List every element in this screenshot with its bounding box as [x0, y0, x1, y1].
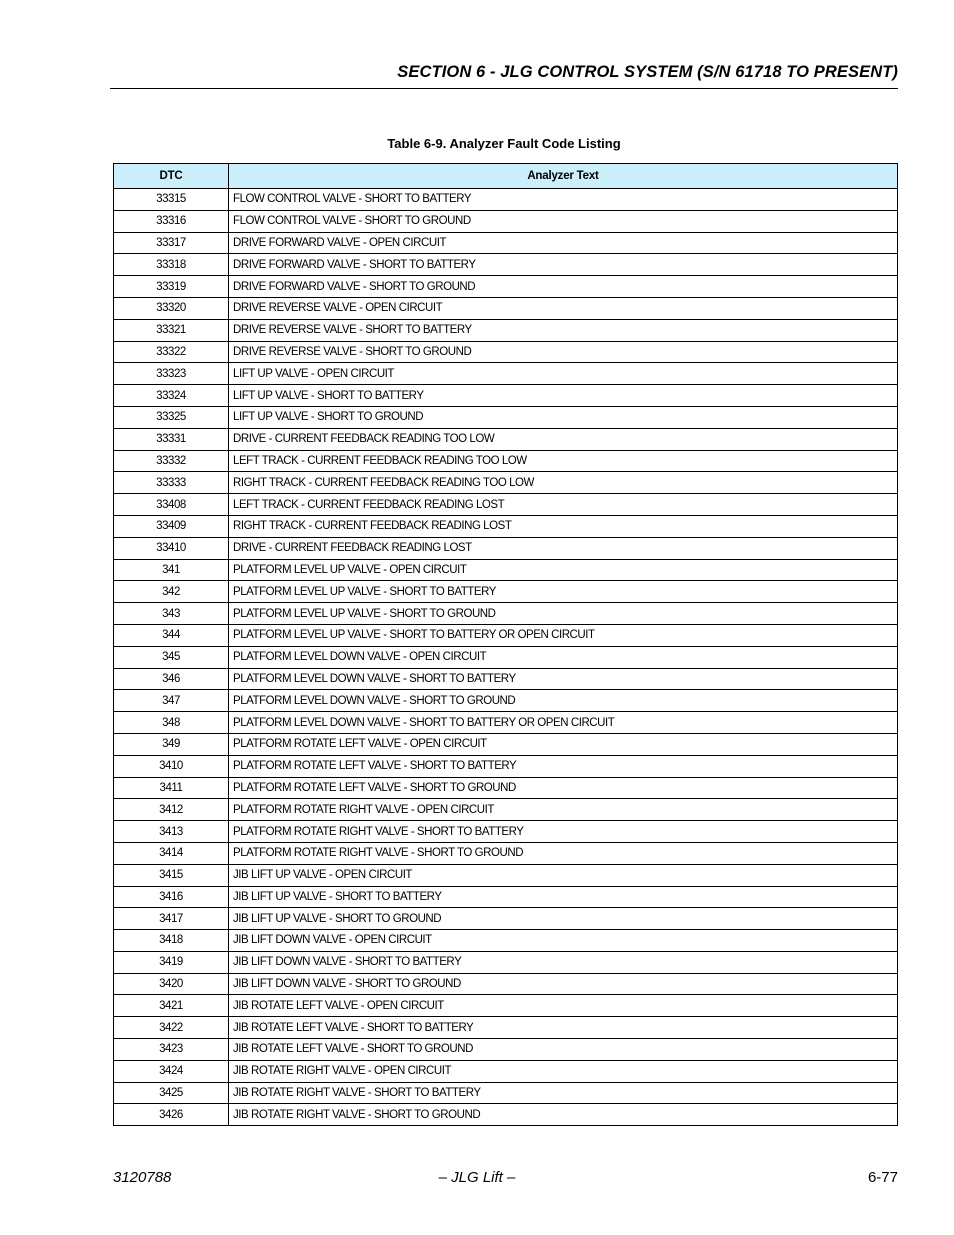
table-row: [114, 515, 898, 537]
analyzer-text-cell: JIB ROTATE RIGHT VALVE - OPEN CIRCUIT: [229, 1060, 898, 1082]
analyzer-text-cell: JIB ROTATE RIGHT VALVE - SHORT TO BATTERY: [229, 1082, 898, 1104]
table-row: [114, 472, 898, 494]
analyzer-text-cell: DRIVE REVERSE VALVE - OPEN CIRCUIT: [229, 297, 898, 319]
dtc-cell: 33409: [114, 515, 229, 537]
table-row: [114, 210, 898, 232]
dtc-cell: 33332: [114, 450, 229, 472]
table-row: [114, 341, 898, 363]
column-header-dtc: DTC: [114, 164, 229, 189]
analyzer-text-cell: PLATFORM LEVEL UP VALVE - SHORT TO BATTERY OR OPEN CIRCUIT: [229, 624, 898, 646]
dtc-cell: 3412: [114, 799, 229, 821]
analyzer-text-cell: PLATFORM LEVEL UP VALVE - SHORT TO GROUND: [229, 603, 898, 625]
table-body: [114, 189, 898, 1126]
dtc-cell: 33321: [114, 319, 229, 341]
dtc-cell: 342: [114, 581, 229, 603]
dtc-cell: 3419: [114, 951, 229, 973]
analyzer-text-cell: LEFT TRACK - CURRENT FEEDBACK READING TOO LOW: [229, 450, 898, 472]
dtc-cell: 346: [114, 668, 229, 690]
header-divider: [110, 88, 898, 89]
table-row: [114, 799, 898, 821]
analyzer-text-cell: PLATFORM LEVEL DOWN VALVE - SHORT TO BATTERY OR OPEN CIRCUIT: [229, 712, 898, 734]
analyzer-text-cell: LIFT UP VALVE - OPEN CIRCUIT: [229, 363, 898, 385]
dtc-cell: 3411: [114, 777, 229, 799]
page-number: 6-77: [867, 1169, 898, 1186]
dtc-cell: 33408: [114, 494, 229, 516]
analyzer-text-cell: DRIVE FORWARD VALVE - SHORT TO GROUND: [229, 276, 898, 298]
dtc-cell: 348: [114, 712, 229, 734]
dtc-cell: 3423: [114, 1039, 229, 1061]
analyzer-text-cell: JIB LIFT UP VALVE - SHORT TO BATTERY: [229, 886, 898, 908]
analyzer-text-cell: JIB LIFT DOWN VALVE - SHORT TO GROUND: [229, 973, 898, 995]
dtc-cell: 3417: [114, 908, 229, 930]
dtc-cell: 33319: [114, 276, 229, 298]
dtc-cell: 33323: [114, 363, 229, 385]
dtc-cell: 33320: [114, 297, 229, 319]
dtc-cell: 33333: [114, 472, 229, 494]
dtc-cell: 33316: [114, 210, 229, 232]
table-row: [114, 646, 898, 668]
document-number: 3120788: [113, 1169, 172, 1186]
dtc-cell: 33325: [114, 406, 229, 428]
table-row: [114, 537, 898, 559]
analyzer-text-cell: JIB LIFT UP VALVE - SHORT TO GROUND: [229, 908, 898, 930]
dtc-cell: 3421: [114, 995, 229, 1017]
analyzer-text-cell: DRIVE - CURRENT FEEDBACK READING LOST: [229, 537, 898, 559]
analyzer-text-cell: LEFT TRACK - CURRENT FEEDBACK READING LOST: [229, 494, 898, 516]
analyzer-text-cell: JIB LIFT UP VALVE - OPEN CIRCUIT: [229, 864, 898, 886]
analyzer-text-cell: RIGHT TRACK - CURRENT FEEDBACK READING LOST: [229, 515, 898, 537]
analyzer-text-cell: DRIVE - CURRENT FEEDBACK READING TOO LOW: [229, 428, 898, 450]
table-row: [114, 712, 898, 734]
dtc-cell: 3422: [114, 1017, 229, 1039]
table-row: [114, 973, 898, 995]
table-row: [114, 363, 898, 385]
dtc-cell: 3425: [114, 1082, 229, 1104]
table-row: [114, 930, 898, 952]
section-title: SECTION 6 - JLG CONTROL SYSTEM (S/N 61718 TO PRESENT): [397, 63, 898, 81]
analyzer-text-cell: DRIVE FORWARD VALVE - OPEN CIRCUIT: [229, 232, 898, 254]
table-row: [114, 1104, 898, 1126]
table-title: Table 6-9. Analyzer Fault Code Listing: [387, 136, 621, 151]
table-row: [114, 276, 898, 298]
dtc-cell: 343: [114, 603, 229, 625]
analyzer-text-cell: PLATFORM LEVEL DOWN VALVE - SHORT TO GROUND: [229, 690, 898, 712]
table-row: [114, 581, 898, 603]
table-row: [114, 1017, 898, 1039]
dtc-cell: 33410: [114, 537, 229, 559]
dtc-cell: 33324: [114, 385, 229, 407]
analyzer-text-cell: PLATFORM ROTATE LEFT VALVE - SHORT TO BATTERY: [229, 755, 898, 777]
dtc-cell: 33318: [114, 254, 229, 276]
table-row: [114, 821, 898, 843]
table-row: [114, 450, 898, 472]
analyzer-text-cell: PLATFORM LEVEL DOWN VALVE - OPEN CIRCUIT: [229, 646, 898, 668]
table-row: [114, 232, 898, 254]
table-row: [114, 668, 898, 690]
table-row: [114, 385, 898, 407]
analyzer-text-cell: PLATFORM ROTATE RIGHT VALVE - OPEN CIRCUIT: [229, 799, 898, 821]
dtc-cell: 349: [114, 733, 229, 755]
analyzer-text-cell: PLATFORM LEVEL UP VALVE - SHORT TO BATTERY: [229, 581, 898, 603]
table-row: [114, 1060, 898, 1082]
column-header-analyzer-text: Analyzer Text: [229, 164, 898, 189]
table-row: [114, 842, 898, 864]
dtc-cell: 3418: [114, 930, 229, 952]
analyzer-text-cell: PLATFORM ROTATE RIGHT VALVE - SHORT TO BATTERY: [229, 821, 898, 843]
dtc-cell: 341: [114, 559, 229, 581]
table-row: [114, 603, 898, 625]
table-row: [114, 886, 898, 908]
analyzer-text-cell: JIB ROTATE LEFT VALVE - SHORT TO BATTERY: [229, 1017, 898, 1039]
analyzer-text-cell: JIB ROTATE RIGHT VALVE - SHORT TO GROUND: [229, 1104, 898, 1126]
dtc-cell: 33315: [114, 189, 229, 211]
table-row: [114, 864, 898, 886]
analyzer-text-cell: PLATFORM LEVEL DOWN VALVE - SHORT TO BATTERY: [229, 668, 898, 690]
footer-brand: – JLG Lift –: [438, 1169, 516, 1186]
analyzer-text-cell: FLOW CONTROL VALVE - SHORT TO GROUND: [229, 210, 898, 232]
table-row: [114, 908, 898, 930]
dtc-cell: 3414: [114, 842, 229, 864]
table-row: [114, 995, 898, 1017]
analyzer-text-cell: LIFT UP VALVE - SHORT TO BATTERY: [229, 385, 898, 407]
table-row: [114, 319, 898, 341]
table-row: [114, 559, 898, 581]
table-row: [114, 1039, 898, 1061]
dtc-cell: 3416: [114, 886, 229, 908]
dtc-cell: 3420: [114, 973, 229, 995]
table-row: [114, 624, 898, 646]
table-row: [114, 297, 898, 319]
dtc-cell: 33317: [114, 232, 229, 254]
table-row: [114, 733, 898, 755]
dtc-cell: 33322: [114, 341, 229, 363]
dtc-cell: 3415: [114, 864, 229, 886]
table-row: [114, 1082, 898, 1104]
dtc-cell: 3413: [114, 821, 229, 843]
analyzer-text-cell: PLATFORM ROTATE RIGHT VALVE - SHORT TO GROUND: [229, 842, 898, 864]
dtc-cell: 3410: [114, 755, 229, 777]
table-row: [114, 951, 898, 973]
analyzer-text-cell: PLATFORM ROTATE LEFT VALVE - OPEN CIRCUIT: [229, 733, 898, 755]
analyzer-text-cell: FLOW CONTROL VALVE - SHORT TO BATTERY: [229, 189, 898, 211]
dtc-cell: 3424: [114, 1060, 229, 1082]
table-row: [114, 406, 898, 428]
analyzer-text-cell: JIB ROTATE LEFT VALVE - OPEN CIRCUIT: [229, 995, 898, 1017]
dtc-cell: 3426: [114, 1104, 229, 1126]
analyzer-text-cell: DRIVE REVERSE VALVE - SHORT TO BATTERY: [229, 319, 898, 341]
dtc-cell: 347: [114, 690, 229, 712]
analyzer-text-cell: PLATFORM LEVEL UP VALVE - OPEN CIRCUIT: [229, 559, 898, 581]
table-row: [114, 690, 898, 712]
analyzer-text-cell: JIB LIFT DOWN VALVE - SHORT TO BATTERY: [229, 951, 898, 973]
analyzer-text-cell: PLATFORM ROTATE LEFT VALVE - SHORT TO GROUND: [229, 777, 898, 799]
dtc-cell: 345: [114, 646, 229, 668]
analyzer-text-cell: DRIVE REVERSE VALVE - SHORT TO GROUND: [229, 341, 898, 363]
analyzer-text-cell: RIGHT TRACK - CURRENT FEEDBACK READING TOO LOW: [229, 472, 898, 494]
table-row: [114, 428, 898, 450]
dtc-cell: 33331: [114, 428, 229, 450]
table-row: [114, 254, 898, 276]
analyzer-text-cell: DRIVE FORWARD VALVE - SHORT TO BATTERY: [229, 254, 898, 276]
table-header-row: [114, 164, 898, 189]
dtc-cell: 344: [114, 624, 229, 646]
table-row: [114, 494, 898, 516]
table-row: [114, 755, 898, 777]
analyzer-text-cell: JIB LIFT DOWN VALVE - OPEN CIRCUIT: [229, 930, 898, 952]
analyzer-text-cell: LIFT UP VALVE - SHORT TO GROUND: [229, 406, 898, 428]
table-row: [114, 777, 898, 799]
analyzer-text-cell: JIB ROTATE LEFT VALVE - SHORT TO GROUND: [229, 1039, 898, 1061]
fault-code-table: [113, 163, 898, 1126]
table-row: [114, 189, 898, 211]
